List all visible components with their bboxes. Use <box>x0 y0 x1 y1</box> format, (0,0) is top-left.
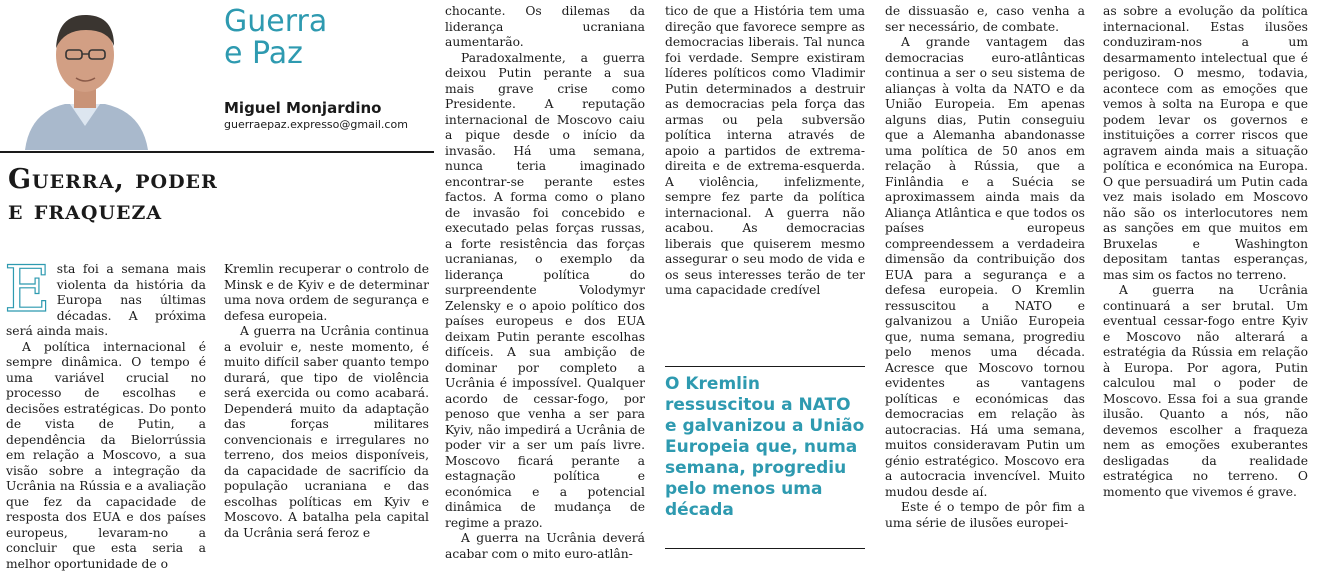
column-title-line-2: e Paz <box>224 38 424 70</box>
text-column-2 <box>224 262 429 541</box>
text-column-6 <box>1103 4 1308 500</box>
paragraph: A grande vantagem das democracias euro-atlânticas continua a ser o seu sistema de alianças à volta da NATO e da União Europeia. Em apenas alguns dias, Putin conseguiu que a Alemanha abandonasse uma política de 50 anos em relação à Rússia, que a Finlândia e a Suécia se aproximassem ainda mais da Aliança Atlântica e que todos os países europeus compreendessem a verdadeira dimensão da contribuição dos EUA para a segurança e a defesa europeia. O Kremlin ressuscitou a NATO e galvanizou a União Europeia que, numa semana, progrediu pelo menos uma década. Acresce que Moscovo tornou evidentes as vantagens políticas e económicas das democracias em relação às autocracias. Há uma semana, muitos consideravam Putin um génio estratégico. Moscovo era a autocracia invencível. Muito mudou desde aí. <box>885 35 1085 500</box>
paragraph-text: sta foi a semana mais violenta da história da Europa nas últimas décadas. A próxima será ainda mais. <box>6 262 206 338</box>
paragraph: tico de que a História tem uma direção que favorece sempre as democracias liberais. Tal nunca foi verdade. Sempre existiram líderes políticos como Vladimir Putin determinados a destruir as democracias pela força das armas ou pela subversão política interna através de apoio a partidos de extrema-direita e de extrema-esquerda. A violência, infelizmente, sempre fez parte da política internacional. A guerra não acabou. As democracias liberais que quiserem mesmo assegurar o seu modo de vida e os seus interesses terão de ter uma capacidade credível <box>665 4 865 299</box>
headline-line-1: Guerra, poder <box>8 164 218 195</box>
author-portrait-image <box>10 0 160 150</box>
paragraph <box>6 262 206 340</box>
text-column-4 <box>665 4 865 344</box>
text-column-5 <box>885 4 1085 531</box>
text-column-1 <box>6 262 206 572</box>
drop-cap: E <box>4 263 51 317</box>
paragraph: Paradoxalmente, a guerra deixou Putin perante a sua mais grave crise como Presidente. A reputação internacional de Moscovo caiu a pique desde o início da invasão. Há uma semana, nunca teria imaginado encontrar-se perante estes factos. A forma como o plano de invasão foi concebido e executado pelas forças russas, a forte resistência das forças ucranianas, o exemplo da liderança política do surpreendente Volodymyr Zelensky e o apoio político dos países europeus e dos EUA deixam Putin perante escolhas difíceis. A sua ambição de dominar por completo a Ucrânia é impossível. Qualquer acordo de cessar-fogo, por penoso que venha a ser para Kyiv, não impedirá a Ucrânia de poder vir a ser um país livre. Moscovo ficará perante a estagnação política e económica e a potencial dinâmica de mudança de regime a prazo. <box>445 51 645 532</box>
pull-quote-bottom-rule <box>665 548 865 549</box>
article-headline <box>8 164 428 226</box>
author-email: guerraepaz.expresso@gmail.com <box>224 118 408 131</box>
paragraph: A política internacional é sempre dinâmica. O tempo é uma variável crucial no processo de escolhas e decisões estratégicas. Do ponto de vista de Putin, a dependência da Bielorrússia em relação a Moscovo, a sua visão sobre a integração da Ucrânia na Rússia e a avaliação que fez da capacidade de resposta dos EUA e dos países europeus, levaram-no a concluir que esta seria a melhor oportunidade de o <box>6 340 206 572</box>
pull-quote-top-rule <box>665 366 865 367</box>
headline-line-2: e fraqueza <box>8 195 162 226</box>
author-photo <box>10 0 160 150</box>
paragraph: as sobre a evolução da política internacional. Estas ilusões conduziram-nos a um desarmamento intelectual que é perigoso. O mesmo, todavia, acontece com as emoções que vemos à solta na Europa e que podem levar os governos e instituições a correr riscos que agravem ainda mais a situação política e económica na Europa. O que persuadirá um Putin cada vez mais isolado em Moscovo não são os interlocutores nem as sanções em que muitos em Bruxelas e Washington depositam tantas esperanças, mas sim os factos no terreno. <box>1103 4 1308 283</box>
paragraph: Kremlin recuperar o controlo de Minsk e de Kyiv e de determinar uma nova ordem de segurança e defesa europeia. <box>224 262 429 324</box>
column-title <box>224 6 424 70</box>
paragraph: A guerra na Ucrânia continuará a ser brutal. Um eventual cessar-fogo entre Kyiv e Moscovo não alterará a estratégia da Rússia em relação à Europa. Por agora, Putin calculou mal o poder de Moscovo. Essa foi a sua grande ilusão. Quanto a nós, não devemos escolher a fraqueza nem as emoções exuberantes desligadas da realidade estratégica no terreno. O momento que vivemos é grave. <box>1103 283 1308 500</box>
column-title-line-1: Guerra <box>224 6 424 38</box>
author-name: Miguel Monjardino <box>224 99 381 117</box>
header-divider <box>0 151 434 153</box>
pull-quote: O Kremlin ressuscitou a NATO e galvanizou a União Europeia que, numa semana, progrediu pelo menos uma década <box>665 374 865 521</box>
paragraph: chocante. Os dilemas da liderança ucraniana aumentarão. <box>445 4 645 51</box>
text-column-3 <box>445 4 645 562</box>
paragraph: Este é o tempo de pôr fim a uma série de ilusões europei- <box>885 500 1085 531</box>
paragraph: A guerra na Ucrânia deverá acabar com o mito euro-atlân- <box>445 531 645 562</box>
paragraph: de dissuasão e, caso venha a ser necessário, de combate. <box>885 4 1085 35</box>
paragraph: A guerra na Ucrânia continua a evoluir e, neste momento, é muito difícil saber quanto tempo durará, que tipo de violência será exercida ou como acabará. Dependerá muito da adaptação das forças militares convencionais e irregulares no terreno, dos meios disponíveis, da capacidade de sacrifício da população ucraniana e das escolhas políticas em Kyiv e Moscovo. A batalha pela capital da Ucrânia será feroz e <box>224 324 429 541</box>
